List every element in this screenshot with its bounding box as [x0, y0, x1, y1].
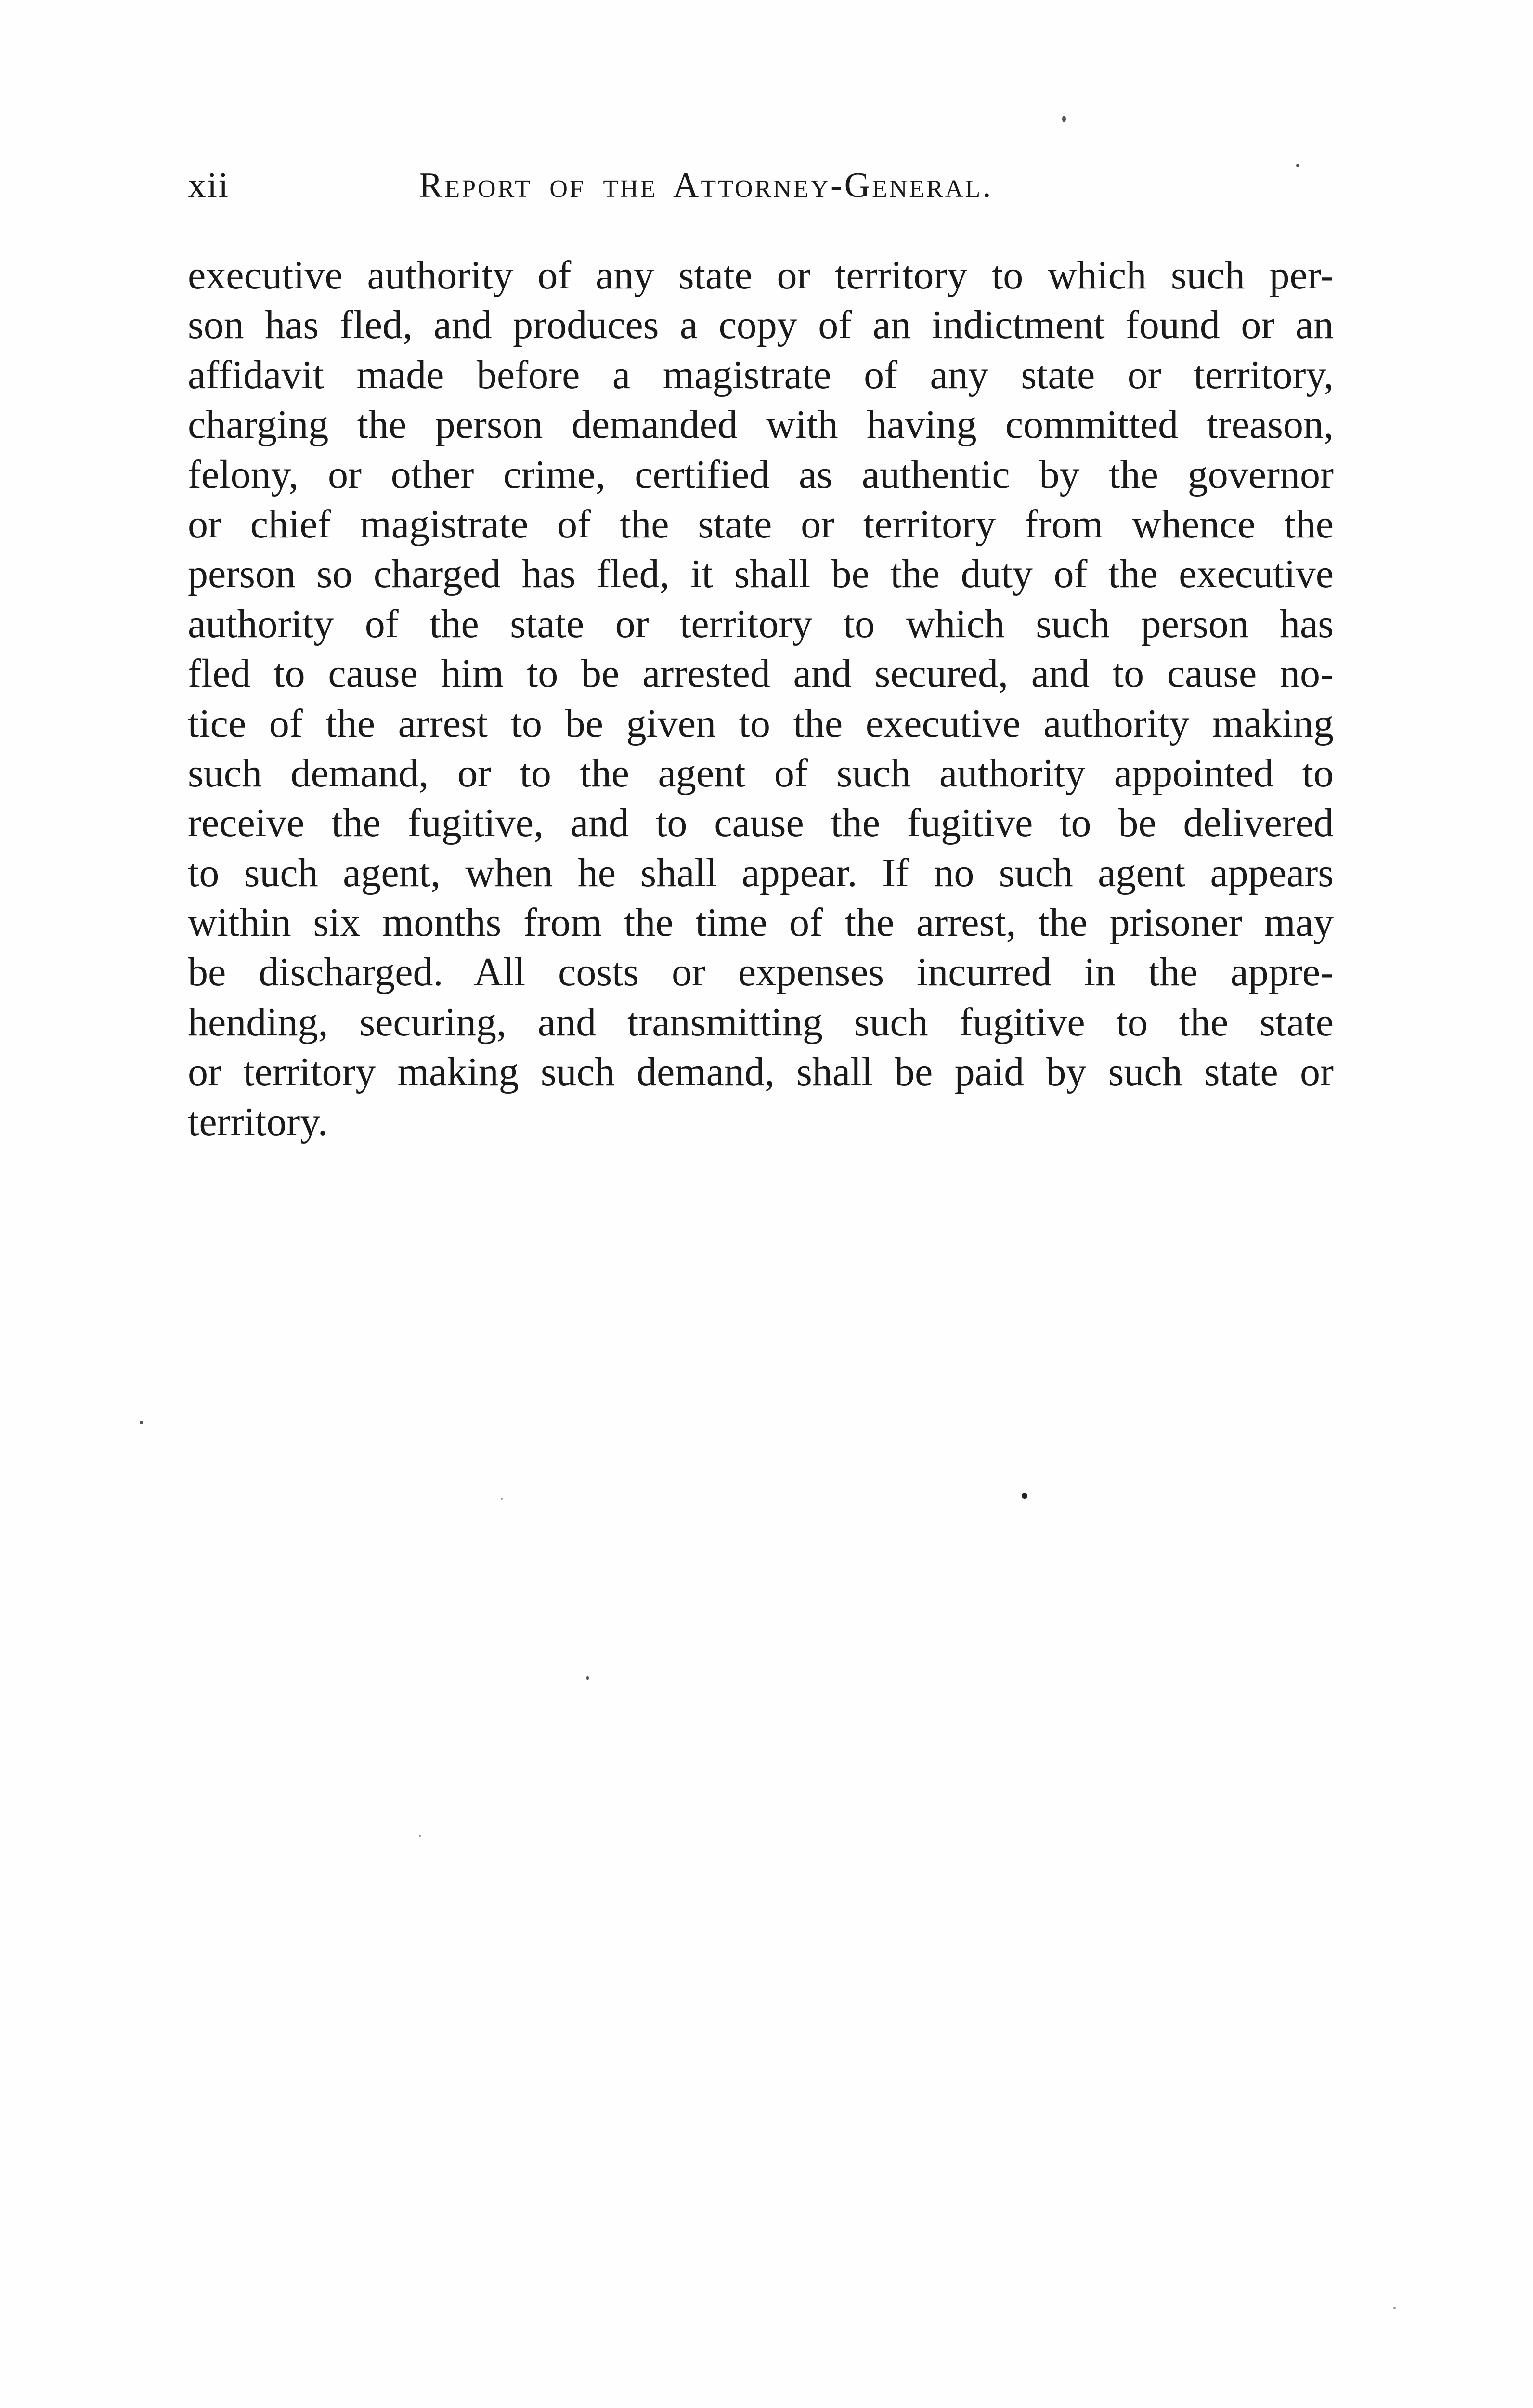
page-number: xii	[188, 165, 230, 206]
text-line: authority of the state or territory to which such person has	[188, 601, 1334, 646]
text-line: such demand, or to the agent of such authority appointed to	[188, 750, 1334, 796]
paper-speck	[419, 1835, 421, 1837]
paper-speck	[1393, 2307, 1396, 2309]
text-line: receive the fugitive, and to cause the fugitive to be delivered	[188, 800, 1334, 846]
text-line: fled to cause him to be arrested and secured, and to cause no-	[188, 651, 1334, 696]
text-line: or territory making such demand, shall be paid by such state or	[188, 1049, 1334, 1095]
text-line: person so charged has fled, it shall be the duty of the executive	[188, 551, 1334, 597]
paper-speck	[1022, 1493, 1027, 1499]
body-paragraph	[188, 250, 1334, 1147]
text-line: felony, or other crime, certified as authentic by the governor	[188, 452, 1334, 497]
paper-speck	[140, 1421, 143, 1424]
text-line: or chief magistrate of the state or territory from whence the	[188, 501, 1334, 547]
running-head	[188, 159, 1353, 212]
text-line: hending, securing, and transmitting such fugitive to the state	[188, 999, 1334, 1045]
text-line: executive authority of any state or territory to which such per-	[188, 253, 1334, 298]
text-line: affidavit made before a magistrate of any state or territory,	[188, 352, 1334, 397]
running-title: Report of the Attorney-General.	[419, 166, 993, 205]
text-line: tice of the arrest to be given to the executive authority making	[188, 701, 1334, 746]
paper-speck	[501, 1498, 503, 1500]
text-line: be discharged. All costs or expenses incurred in the appre-	[188, 950, 1334, 995]
text-line: son has fled, and produces a copy of an indictment found or an	[188, 302, 1334, 348]
text-line: to such agent, when he shall appear. If no such agent appears	[188, 850, 1334, 895]
paper-speck	[1062, 116, 1066, 122]
text-line: territory.	[188, 1099, 328, 1144]
text-line: charging the person demanded with having committed treason,	[188, 402, 1334, 447]
text-line: within six months from the time of the arrest, the prisoner may	[188, 900, 1334, 945]
paper-speck	[586, 1676, 589, 1680]
paper-speck	[1296, 164, 1299, 167]
